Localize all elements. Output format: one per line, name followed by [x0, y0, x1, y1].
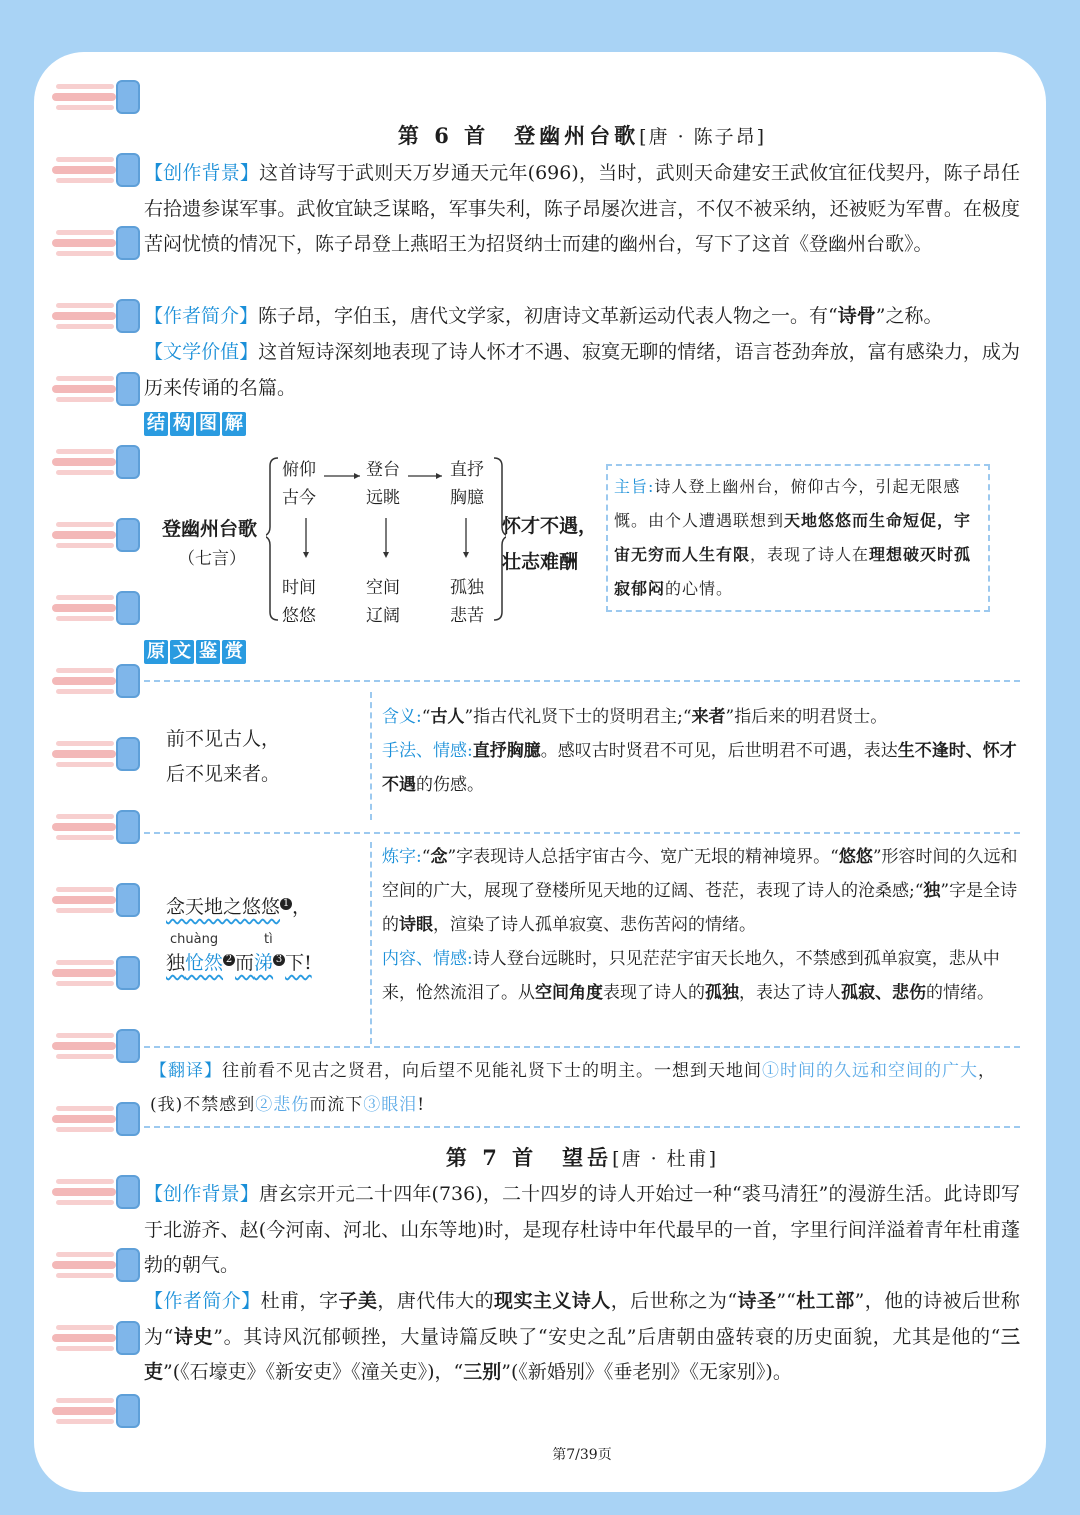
header-char: 解 [222, 412, 246, 436]
node-text: 空间 [366, 578, 400, 598]
theme-text: ，表现了诗人在 [750, 545, 870, 564]
translation-text: ! [417, 1095, 426, 1115]
spiral-ring [52, 1029, 144, 1063]
poem7-author: [唐 · 杜甫] [612, 1148, 719, 1170]
poem7-author-label: 【作者简介】 [144, 1290, 261, 1312]
poem6-author-intro [144, 299, 1020, 335]
theme-text: 的心情。 [665, 579, 734, 598]
note-text: ”形容时间的久远和空间的广大，展现了登楼所见天地的辽阔、苍茫，表现了诗人的沧桑感;“ [382, 847, 1018, 901]
original-header [144, 640, 248, 664]
poem6-author: [唐 · 陈子昂] [639, 126, 767, 148]
spiral-ring [52, 80, 144, 114]
note-text: 。感叹古时贤君不可见，后世明君不可遇，表达 [540, 741, 898, 761]
diagram-node [282, 456, 316, 512]
note-bold: 念 [430, 847, 448, 867]
poem-lines-1 [166, 722, 280, 792]
diagram-theme-box [606, 464, 990, 612]
poem6-author-label: 【作者简介】 [144, 305, 259, 327]
note-bold: 孤独 [705, 983, 739, 1003]
author-bold: 现实主义诗人 [494, 1290, 611, 1312]
poem-text: 独 [166, 952, 186, 974]
translation-text: 往前看不见古之贤君，向后望不见能礼贤下士的明主。一想到天地间 [222, 1061, 762, 1081]
node-text: 悲苦 [450, 606, 484, 626]
spiral-ring [52, 1248, 144, 1282]
structure-header [144, 412, 248, 436]
diagram-node [450, 574, 484, 630]
node-text: 胸臆 [450, 488, 484, 508]
note-label: 炼字: [382, 847, 422, 867]
poem-line: 前不见古人， [166, 728, 281, 750]
divider [144, 832, 1020, 834]
translation [150, 1054, 1016, 1122]
poem7-title [144, 1142, 1020, 1172]
poem6-background [144, 156, 1020, 263]
note-text: ”指后来的明君贤士。 [725, 707, 888, 727]
header-char: 鉴 [196, 640, 220, 664]
structure-diagram [144, 452, 1020, 632]
page-number: 第7/39页 [552, 1447, 612, 1463]
node-text: 俯仰 [282, 460, 316, 480]
note-bold: 古人 [430, 707, 465, 727]
note-label: 内容、情感: [382, 949, 473, 969]
poem6-bg-text: 这首诗写于武则天万岁通天元年(696)，当时，武则天命建安王武攸宜征伐契丹，陈子昂任右拾遗参谋军事。武攸宜缺乏谋略，军事失利，陈子昂屡次进言，不仅不被采纳，还被贬为军曹。在极度苦闷忧愤的情况下，陈子昂登上燕昭王为招贤纳士而建的幽州台，写下了这首《登幽州台歌》。 [144, 162, 1020, 255]
diagram-node [450, 456, 484, 512]
diagram-root-sub: （七言） [178, 549, 246, 569]
node-text: 登台 [366, 460, 400, 480]
node-text: 直抒 [450, 460, 484, 480]
poem6-author-bold: 诗骨 [837, 305, 876, 327]
translation-highlight: ②悲伤 [255, 1095, 310, 1115]
spiral-ring [52, 1102, 144, 1136]
spiral-ring [52, 956, 144, 990]
spiral-ring [52, 518, 144, 552]
spiral-ring [52, 299, 144, 333]
header-char: 原 [144, 640, 168, 664]
spiral-ring [52, 591, 144, 625]
result-line: 壮志难酬 [502, 551, 579, 573]
spiral-ring [52, 737, 144, 771]
spiral-ring [52, 1321, 144, 1355]
note-text: ”指古代礼贤下士的贤明君主;“ [464, 707, 692, 727]
note-text: “ [421, 707, 431, 727]
note-bold: 诗眼 [399, 915, 433, 935]
node-text: 远眺 [366, 488, 400, 508]
spiral-ring [52, 153, 144, 187]
poem6-title-text: 第 6 首 登幽州台歌 [397, 123, 640, 148]
translation-text: 而流下 [309, 1095, 364, 1115]
translation-text: ，(我)不禁感到 [150, 1061, 996, 1115]
poem-text: 而 [235, 952, 255, 974]
theme-bold: 理想破灭时孤寂郁闷 [614, 545, 972, 598]
author-text: ”。其诗风沉郁顿挫，大量诗篇反映了“安史之乱”后唐朝由盛转衰的历史面貌，尤其是他的“ [213, 1325, 1001, 1348]
poem6-value-text: 这首短诗深刻地表现了诗人怀才不遇、寂寞无聊的情绪，语言苍劲奔放，富有感染力，成为历来传诵的名篇。 [144, 341, 1020, 399]
spiral-ring [52, 372, 144, 406]
author-text: ，唐代伟大的 [377, 1290, 495, 1312]
poem7-author-intro [144, 1284, 1020, 1391]
note-text: 的伤感。 [416, 775, 484, 795]
poem-text: 念天地之悠悠 [166, 896, 281, 918]
poem-line: 后不见来者。 [166, 763, 281, 785]
note-bold: 独 [923, 881, 941, 901]
poem-text: 下! [285, 952, 312, 974]
node-text: 孤独 [450, 578, 484, 598]
diagram-node [366, 574, 400, 630]
poem6-title [144, 120, 1020, 150]
spiral-ring [52, 1175, 144, 1209]
poem-line-4 [166, 946, 312, 981]
note-label: 含义: [382, 707, 422, 727]
author-bold: 三别 [463, 1361, 502, 1383]
author-bold: 杜工部 [795, 1290, 855, 1312]
theme-bold: 天地悠悠而生命短促，宇宙无穷而人生有限 [614, 511, 972, 564]
spiral-ring [52, 445, 144, 479]
poem-text: 怆然 [185, 952, 224, 974]
theme-label: 主旨: [614, 477, 655, 496]
divider [144, 1126, 1020, 1128]
poem-line-3 [166, 890, 311, 925]
note-bold: 生不逢时、怀才不遇 [382, 741, 1017, 795]
note-text: 表现了诗人的 [603, 983, 705, 1003]
author-bold: 诗圣 [737, 1290, 777, 1312]
diagram-node [282, 574, 316, 630]
node-text: 古今 [282, 488, 316, 508]
note-bold: 空间角度 [535, 983, 603, 1003]
node-text: 悠悠 [282, 606, 316, 626]
annotation-1 [382, 700, 1020, 802]
note-text: ，渲染了诗人孤单寂寞、悲伤苦闷的情绪。 [433, 915, 756, 935]
header-char: 文 [170, 640, 194, 664]
column-divider [370, 692, 372, 820]
pinyin-2: tì [264, 932, 273, 947]
note-label: 手法、情感: [382, 741, 473, 761]
poem7-bg-label: 【创作背景】 [144, 1183, 260, 1205]
header-char: 赏 [222, 640, 246, 664]
poem7-title-text: 第 7 首 望岳 [445, 1145, 613, 1170]
poem-text: ， [292, 896, 312, 918]
note-text: 诗人登台远眺时，只见茫茫宇宙天长地久，不禁感到孤单寂寞，悲从中来，怆然流泪了。从 [382, 949, 1000, 1003]
note-text: “ [421, 847, 431, 867]
poem-text: 涕 [254, 952, 274, 974]
result-line: 怀才不遇， [502, 515, 598, 537]
spiral-ring [52, 810, 144, 844]
poem7-background [144, 1177, 1020, 1284]
translation-highlight: ①时间的久远和空间的广大 [762, 1061, 978, 1081]
pinyin-1: chuàng [170, 932, 219, 947]
translation-label: 【翻译】 [150, 1061, 222, 1081]
author-text: ，后世称之为“ [610, 1290, 738, 1312]
author-text: ”(《新婚别》《垂老别》《无家别》)。 [501, 1361, 792, 1383]
note-bold: 悠悠 [838, 847, 873, 867]
author-bold: 子美 [338, 1290, 378, 1312]
diagram-root: 登幽州台歌 [162, 518, 258, 540]
node-text: 辽阔 [366, 606, 400, 626]
note-text: ”字表现诗人总括宇宙古今、宽广无垠的精神境界。“ [447, 847, 839, 867]
author-bold: 诗史 [173, 1325, 214, 1348]
spiral-ring [52, 883, 144, 917]
theme-text: 诗人登上幽州台，俯仰古今，引起无限感慨。由个人遭遇联想到 [614, 477, 961, 530]
note-bold: 直抒胸臆 [472, 741, 541, 761]
spiral-ring [52, 664, 144, 698]
divider [144, 1046, 1020, 1048]
diagram-node [366, 456, 400, 512]
author-text: ”(《石壕吏》《新安吏》《潼关吏》)，“ [163, 1361, 464, 1383]
author-text: ”，他的诗被后世称为“ [144, 1290, 1020, 1348]
author-bold: 三吏 [144, 1325, 1020, 1383]
poem6-value-label: 【文学价值】 [144, 341, 259, 363]
note-text: ”字是全诗的 [382, 881, 1018, 935]
poem7-bg-text: 唐玄宗开元二十四年(736)，二十四岁的诗人开始过一种“裘马清狂”的漫游生活。此诗即写于北游齐、赵(今河南、河北、山东等地)时，是现存杜诗中年代最早的一首，字里行间洋溢着青年杜甫蓬勃的朝气。 [144, 1183, 1020, 1276]
note-bold: 来者 [691, 707, 726, 727]
spiral-ring [52, 226, 144, 260]
footnote-marker: 3 [273, 954, 285, 966]
poem6-literary-value [144, 335, 1020, 406]
note-text: 的情绪。 [926, 983, 994, 1003]
header-char: 图 [196, 412, 220, 436]
note-text: ，表达了诗人 [739, 983, 841, 1003]
poem6-bg-label: 【创作背景】 [144, 162, 260, 184]
column-divider [370, 842, 372, 1044]
footnote-marker: 1 [280, 898, 292, 910]
node-text: 时间 [282, 578, 316, 598]
header-char: 构 [170, 412, 194, 436]
footnote-marker: 2 [223, 954, 235, 966]
note-bold: 孤寂、悲伤 [841, 983, 926, 1003]
translation-highlight: ③眼泪 [363, 1095, 418, 1115]
poem6-author-text: 陈子昂，字伯玉，唐代文学家，初唐诗文革新运动代表人物之一。有“ [258, 305, 838, 327]
spiral-ring [52, 1394, 144, 1428]
notebook-page [34, 52, 1046, 1492]
header-char: 结 [144, 412, 168, 436]
annotation-2 [382, 840, 1020, 1010]
poem6-author-text-end: ”之称。 [875, 305, 943, 327]
author-text: 杜甫，字 [260, 1290, 339, 1312]
diagram-result [502, 508, 597, 580]
divider [144, 680, 1020, 682]
author-text: ”“ [776, 1290, 796, 1312]
